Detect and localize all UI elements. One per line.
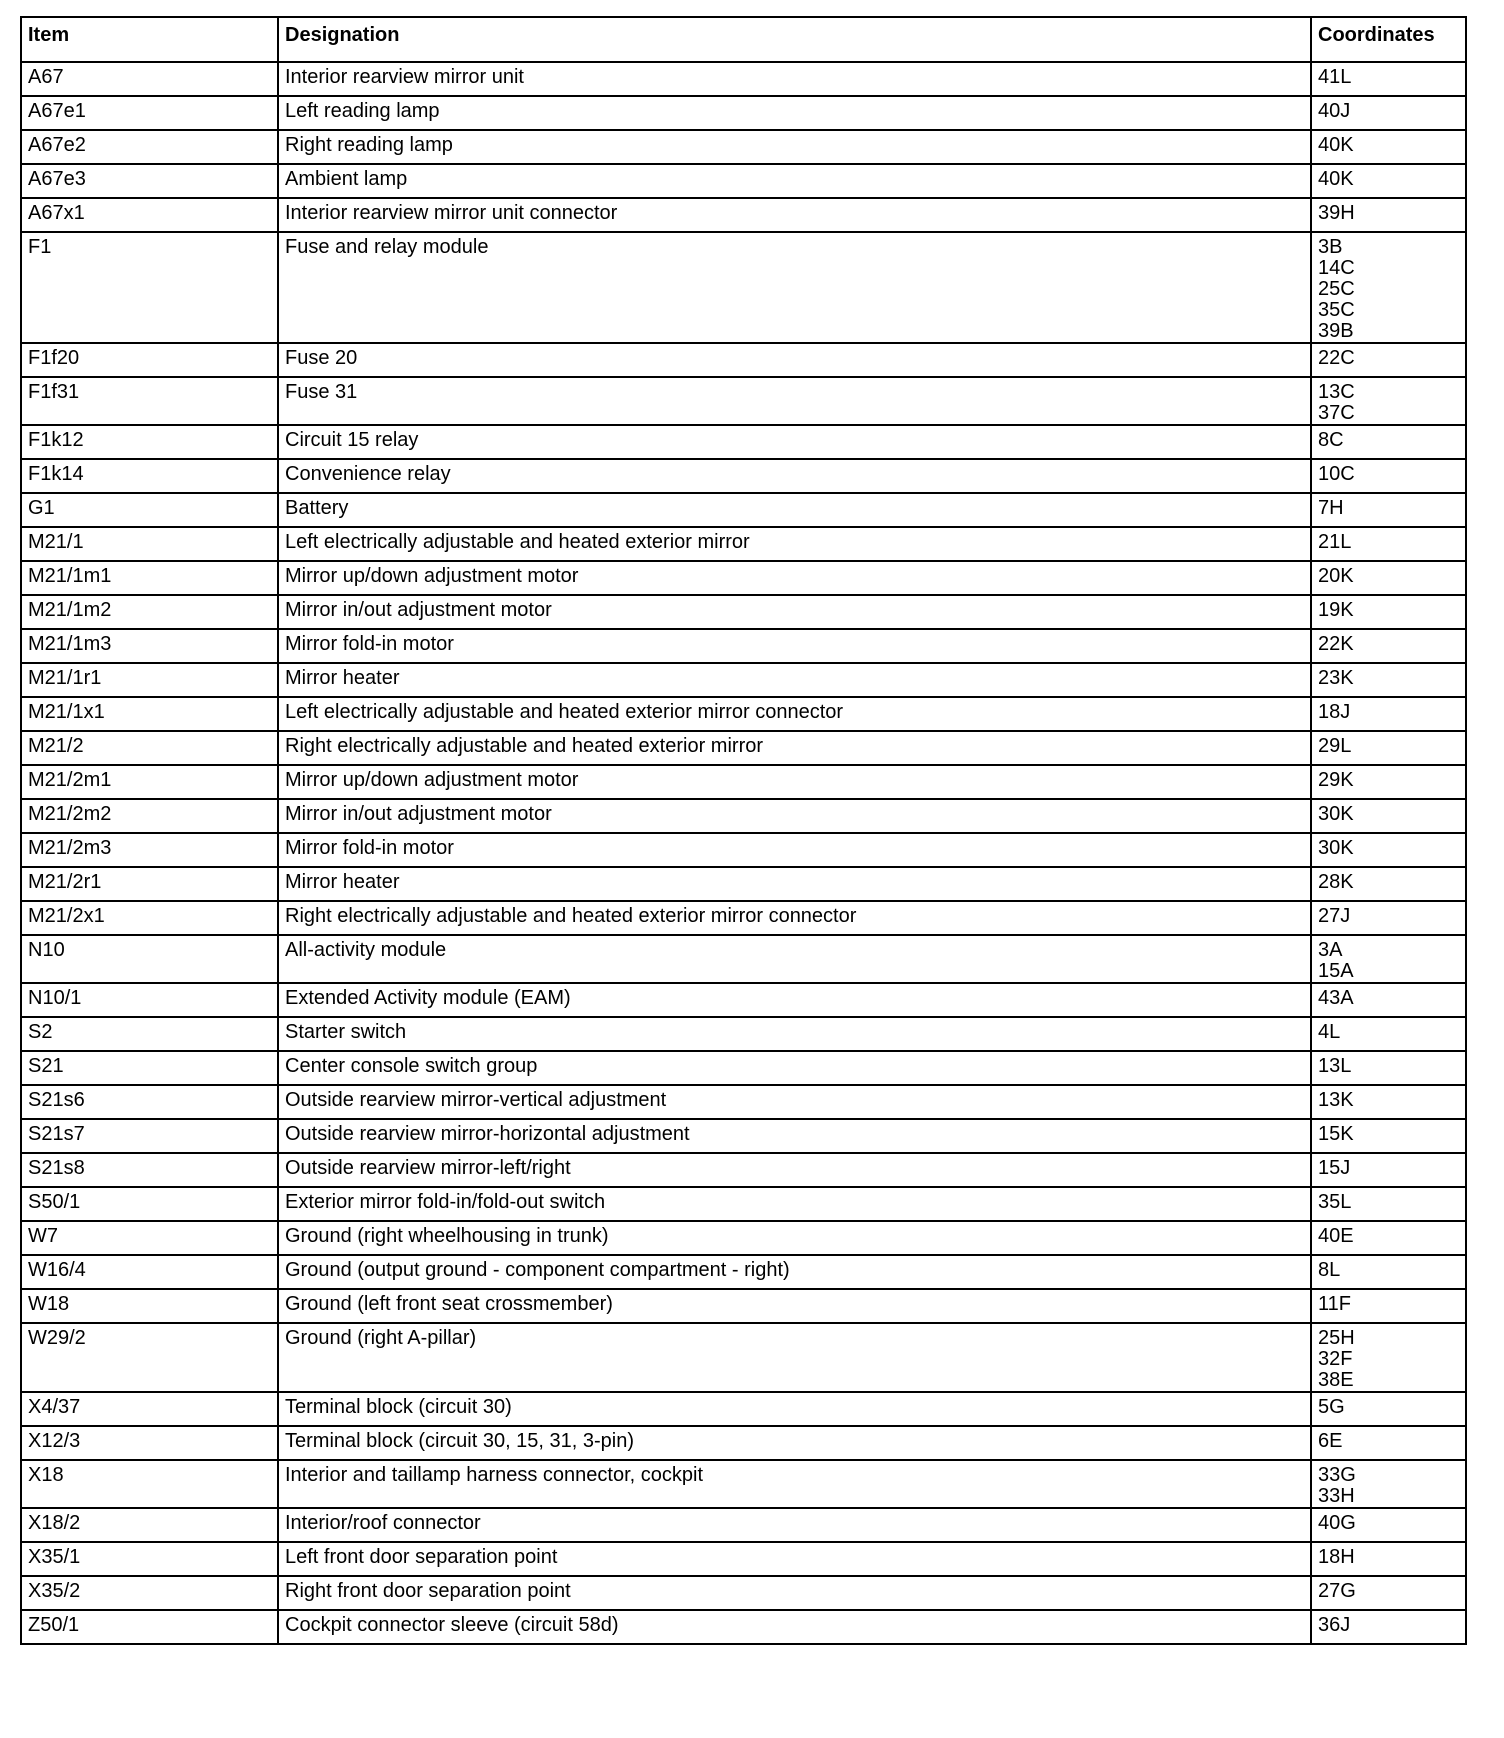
coordinates-cell [1311,1051,1466,1085]
table-row [21,377,1466,425]
designation-cell: Outside rearview mirror-vertical adjustment [278,1085,1311,1119]
coordinate-value: 28K [1318,871,1354,893]
table-row [21,343,1466,377]
coordinate-value: 41L [1318,66,1352,88]
table-row [21,1542,1466,1576]
item-cell: M21/2x1 [21,901,278,935]
coordinates-cell [1311,1542,1466,1576]
coordinate-value: 4L [1318,1021,1341,1043]
designation-cell: Outside rearview mirror-horizontal adjustment [278,1119,1311,1153]
coordinate-value: 27G [1318,1580,1356,1602]
coordinate-value: 40K [1318,134,1354,156]
coordinates-cell [1311,983,1466,1017]
designation-cell: Mirror in/out adjustment motor [278,799,1311,833]
table-row [21,1460,1466,1508]
coordinates-cell [1311,731,1466,765]
designation-cell: Left front door separation point [278,1542,1311,1576]
coordinates-cell [1311,198,1466,232]
coordinate-value: 23K [1318,667,1354,689]
table-row [21,867,1466,901]
item-cell: N10 [21,935,278,983]
coordinates-cell [1311,493,1466,527]
designation-cell: Ground (right wheelhousing in trunk) [278,1221,1311,1255]
coordinates-cell [1311,561,1466,595]
coordinate-value: 13K [1318,1089,1354,1111]
table-row [21,1392,1466,1426]
designation-cell: Cockpit connector sleeve (circuit 58d) [278,1610,1311,1644]
item-cell: M21/2m2 [21,799,278,833]
designation-cell: Mirror heater [278,663,1311,697]
coordinate-value: 39B [1318,320,1354,342]
coordinate-value: 18J [1318,701,1351,723]
coordinate-value: 15K [1318,1123,1354,1145]
coordinates-cell [1311,867,1466,901]
table-row [21,493,1466,527]
table-row [21,1289,1466,1323]
table-row [21,1085,1466,1119]
coordinate-value: 10C [1318,463,1355,485]
table-row [21,1187,1466,1221]
coordinates-cell [1311,765,1466,799]
item-cell: A67 [21,62,278,96]
table-row [21,198,1466,232]
item-cell: S21s7 [21,1119,278,1153]
coordinates-cell [1311,935,1466,983]
item-cell: X18/2 [21,1508,278,1542]
table-row [21,731,1466,765]
coordinates-cell [1311,343,1466,377]
coordinates-cell [1311,1255,1466,1289]
designation-cell: Ambient lamp [278,164,1311,198]
item-cell: W29/2 [21,1323,278,1392]
table-row [21,935,1466,983]
designation-cell: Terminal block (circuit 30, 15, 31, 3-pin) [278,1426,1311,1460]
designation-cell: Ground (output ground - component compartment - right) [278,1255,1311,1289]
coordinates-cell [1311,629,1466,663]
coordinate-value: 6E [1318,1430,1343,1452]
designation-cell: Terminal block (circuit 30) [278,1392,1311,1426]
item-cell: M21/1r1 [21,663,278,697]
coordinate-value: 7H [1318,497,1344,519]
table-row [21,1576,1466,1610]
item-cell: Z50/1 [21,1610,278,1644]
table-row [21,1426,1466,1460]
component-legend [20,16,1465,1645]
table-row [21,130,1466,164]
designation-cell: Mirror in/out adjustment motor [278,595,1311,629]
coordinate-value: 40K [1318,168,1354,190]
table-row [21,1221,1466,1255]
coordinate-value: 36J [1318,1614,1351,1636]
table-row [21,1153,1466,1187]
designation-cell: Battery [278,493,1311,527]
coordinates-cell [1311,459,1466,493]
table-row [21,629,1466,663]
coordinate-value: 40J [1318,100,1351,122]
coordinates-cell [1311,1576,1466,1610]
coordinate-value: 5G [1318,1396,1345,1418]
designation-cell: Mirror up/down adjustment motor [278,765,1311,799]
item-cell: A67e3 [21,164,278,198]
column-header-item: Item [21,17,278,62]
coordinate-value: 20K [1318,565,1354,587]
designation-cell: Left electrically adjustable and heated exterior mirror [278,527,1311,561]
designation-cell: Exterior mirror fold-in/fold-out switch [278,1187,1311,1221]
coordinate-value: 33H [1318,1485,1355,1507]
designation-cell: Mirror fold-in motor [278,629,1311,663]
item-cell: N10/1 [21,983,278,1017]
coordinate-value: 37C [1318,402,1355,424]
item-cell: A67x1 [21,198,278,232]
item-cell: G1 [21,493,278,527]
table-row [21,459,1466,493]
item-cell: F1k12 [21,425,278,459]
coordinates-cell [1311,1017,1466,1051]
item-cell: F1f20 [21,343,278,377]
designation-cell: Fuse 31 [278,377,1311,425]
coordinates-cell [1311,595,1466,629]
coordinates-cell [1311,1221,1466,1255]
coordinates-cell [1311,1426,1466,1460]
table-row [21,799,1466,833]
coordinates-cell [1311,1323,1466,1392]
table-header-row [21,17,1466,62]
coordinate-value: 38E [1318,1369,1354,1391]
item-cell: F1f31 [21,377,278,425]
item-cell: M21/2m3 [21,833,278,867]
designation-cell: Ground (right A-pillar) [278,1323,1311,1392]
item-cell: A67e2 [21,130,278,164]
table-row [21,1017,1466,1051]
table-row [21,901,1466,935]
coordinate-value: 30K [1318,837,1354,859]
item-cell: F1 [21,232,278,343]
item-cell: X35/2 [21,1576,278,1610]
designation-cell: Mirror fold-in motor [278,833,1311,867]
coordinate-value: 29L [1318,735,1352,757]
item-cell: F1k14 [21,459,278,493]
designation-cell: Ground (left front seat crossmember) [278,1289,1311,1323]
coordinate-value: 40E [1318,1225,1354,1247]
item-cell: M21/1x1 [21,697,278,731]
designation-cell: Center console switch group [278,1051,1311,1085]
coordinate-value: 39H [1318,202,1355,224]
table-row [21,425,1466,459]
table-row [21,1119,1466,1153]
item-cell: M21/1 [21,527,278,561]
coordinate-value: 14C [1318,257,1355,279]
coordinates-cell [1311,901,1466,935]
table-row [21,765,1466,799]
item-cell: W16/4 [21,1255,278,1289]
coordinates-cell [1311,663,1466,697]
item-cell: S21 [21,1051,278,1085]
coordinates-cell [1311,1187,1466,1221]
designation-cell: Right electrically adjustable and heated exterior mirror connector [278,901,1311,935]
coordinate-value: 8C [1318,429,1344,451]
table-row [21,983,1466,1017]
coordinate-value: 13C [1318,381,1355,403]
table-row [21,1255,1466,1289]
designation-cell: Outside rearview mirror-left/right [278,1153,1311,1187]
designation-cell: Interior/roof connector [278,1508,1311,1542]
designation-cell: Left reading lamp [278,96,1311,130]
item-cell: X35/1 [21,1542,278,1576]
column-header-coordinates: Coordinates [1311,17,1466,62]
item-cell: S50/1 [21,1187,278,1221]
table-row [21,561,1466,595]
coordinate-value: 35C [1318,299,1355,321]
designation-cell: All-activity module [278,935,1311,983]
coordinates-cell [1311,164,1466,198]
coordinate-value: 43A [1318,987,1354,1009]
coordinate-value: 21L [1318,531,1352,553]
coordinates-cell [1311,377,1466,425]
coordinates-cell [1311,1610,1466,1644]
coordinate-value: 25H [1318,1327,1355,1349]
component-table [20,16,1467,1645]
table-row [21,1323,1466,1392]
coordinates-cell [1311,1460,1466,1508]
coordinate-value: 15A [1318,960,1354,982]
designation-cell: Starter switch [278,1017,1311,1051]
coordinate-value: 29K [1318,769,1354,791]
item-cell: M21/2 [21,731,278,765]
coordinates-cell [1311,1085,1466,1119]
table-row [21,96,1466,130]
designation-cell: Circuit 15 relay [278,425,1311,459]
designation-cell: Mirror up/down adjustment motor [278,561,1311,595]
coordinates-cell [1311,1508,1466,1542]
coordinate-value: 13L [1318,1055,1352,1077]
coordinate-value: 22C [1318,347,1355,369]
coordinates-cell [1311,425,1466,459]
coordinate-value: 8L [1318,1259,1341,1281]
coordinate-value: 32F [1318,1348,1353,1370]
coordinates-cell [1311,1119,1466,1153]
item-cell: X4/37 [21,1392,278,1426]
table-row [21,1051,1466,1085]
coordinates-cell [1311,1289,1466,1323]
coordinates-cell [1311,1392,1466,1426]
item-cell: X18 [21,1460,278,1508]
table-row [21,232,1466,343]
designation-cell: Left electrically adjustable and heated exterior mirror connector [278,697,1311,731]
coordinates-cell [1311,1153,1466,1187]
coordinates-cell [1311,96,1466,130]
designation-cell: Convenience relay [278,459,1311,493]
table-row [21,595,1466,629]
coordinate-value: 25C [1318,278,1355,300]
coordinate-value: 3A [1318,939,1343,961]
table-row [21,164,1466,198]
table-body [21,62,1466,1644]
item-cell: M21/2m1 [21,765,278,799]
item-cell: A67e1 [21,96,278,130]
item-cell: M21/1m3 [21,629,278,663]
item-cell: W7 [21,1221,278,1255]
designation-cell: Extended Activity module (EAM) [278,983,1311,1017]
coordinate-value: 18H [1318,1546,1355,1568]
coordinate-value: 22K [1318,633,1354,655]
designation-cell: Right electrically adjustable and heated exterior mirror [278,731,1311,765]
coordinate-value: 19K [1318,599,1354,621]
coordinate-value: 33G [1318,1464,1356,1486]
designation-cell: Fuse and relay module [278,232,1311,343]
coordinates-cell [1311,527,1466,561]
designation-cell: Right reading lamp [278,130,1311,164]
coordinate-value: 30K [1318,803,1354,825]
item-cell: M21/2r1 [21,867,278,901]
designation-cell: Interior rearview mirror unit [278,62,1311,96]
coordinates-cell [1311,62,1466,96]
designation-cell: Interior and taillamp harness connector, cockpit [278,1460,1311,1508]
item-cell: S21s8 [21,1153,278,1187]
table-row [21,1508,1466,1542]
designation-cell: Mirror heater [278,867,1311,901]
item-cell: X12/3 [21,1426,278,1460]
coordinate-value: 35L [1318,1191,1352,1213]
coordinate-value: 40G [1318,1512,1356,1534]
column-header-designation: Designation [278,17,1311,62]
table-row [21,527,1466,561]
coordinate-value: 3B [1318,236,1343,258]
designation-cell: Interior rearview mirror unit connector [278,198,1311,232]
coordinate-value: 11F [1318,1293,1351,1315]
coordinate-value: 27J [1318,905,1351,927]
coordinates-cell [1311,697,1466,731]
item-cell: M21/1m2 [21,595,278,629]
coordinates-cell [1311,232,1466,343]
item-cell: W18 [21,1289,278,1323]
item-cell: S2 [21,1017,278,1051]
item-cell: M21/1m1 [21,561,278,595]
table-row [21,697,1466,731]
table-row [21,663,1466,697]
designation-cell: Right front door separation point [278,1576,1311,1610]
coordinates-cell [1311,833,1466,867]
coordinates-cell [1311,130,1466,164]
table-row [21,62,1466,96]
coordinate-value: 15J [1318,1157,1351,1179]
designation-cell: Fuse 20 [278,343,1311,377]
table-row [21,833,1466,867]
item-cell: S21s6 [21,1085,278,1119]
coordinates-cell [1311,799,1466,833]
table-row [21,1610,1466,1644]
